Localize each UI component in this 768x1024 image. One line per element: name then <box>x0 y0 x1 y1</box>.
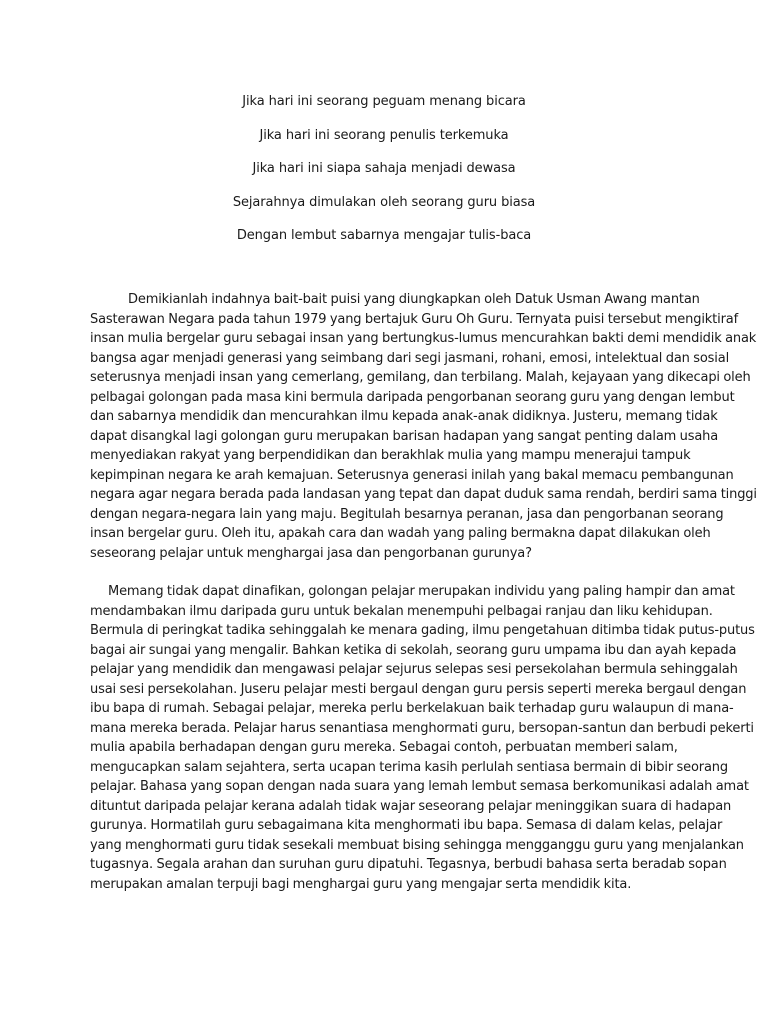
poem-line: Sejarahnya dimulakan oleh seorang guru biasa <box>232 194 536 210</box>
paragraph-line: seterusnya menjadi insan yang cemerlang, gemilang, dan terbilang. Malah, kejayaan yang dikecapi oleh <box>90 370 751 385</box>
paragraph-line: pelajar yang mendidik dan mengawasi pelajar sejurus selepas sesi persekolahan bermula sehinggalah <box>90 662 738 677</box>
paragraph-line: mulia apabila berhadapan dengan guru mereka. Sebagai contoh, perbuatan memberi salam, <box>90 740 678 755</box>
poem-line: Jika hari ini siapa sahaja menjadi dewasa <box>252 161 516 176</box>
paragraph-line: gurunya. Hormatilah guru sebagaimana kita menghormati ibu bapa. Semasa di dalam kelas, pelajar <box>90 818 723 833</box>
paragraph-line: Sasterawan Negara pada tahun 1979 yang bertajuk Guru Oh Guru. Ternyata puisi tersebut mengiktiraf <box>90 311 739 327</box>
paragraph-line: seseorang pelajar untuk menghargai jasa dan pengorbanan gurunya? <box>90 545 532 561</box>
paragraph-line: mana mereka berada. Pelajar harus senantiasa menghormati guru, bersopan-santun dan berbudi pekerti <box>90 720 754 736</box>
paragraph-line: bangsa agar menjadi generasi yang seimbang dari segi jasmani, rohani, emosi, intelektual dan sosial <box>90 350 730 366</box>
paragraph-line: Bermula di peringkat tadika sehinggalah ke menara gading, ilmu pengetahuan ditimba tidak putus-putus <box>90 623 755 638</box>
paragraph-line: dan sabarnya mendidik dan mencurahkan ilmu kepada anak-anak didiknya. Justeru, memang tidak <box>90 409 718 424</box>
poem-block <box>0 93 768 261</box>
paragraph-line: mengucapkan salam sejahtera, serta ucapan terima kasih perlulah sentiasa bermain di bibir seorang <box>90 759 728 775</box>
paragraph-line: pelajar. Bahasa yang sopan dengan nada suara yang lemah lembut semasa berkomunikasi adalah amat <box>90 779 749 794</box>
paragraph-2 <box>90 582 755 894</box>
paragraph-line: merupakan amalan terpuji bagi menghargai guru yang mengajar serta mendidik kita. <box>90 876 632 892</box>
paragraph-line: tugasnya. Segala arahan dan suruhan guru dipatuhi. Tegasnya, berbudi bahasa serta beradab sopan <box>90 857 727 872</box>
paragraph-line: negara agar negara berada pada landasan yang tepat dan dapat duduk sama rendah, berdiri sama tinggi <box>90 487 757 502</box>
paragraph-line: kepimpinan negara ke arah kemajuan. Seterusnya generasi inilah yang bakal memacu pembangunan <box>90 467 734 483</box>
paragraph-line: pelbagai golongan pada masa kini bermula daripada pengorbanan seorang guru yang dengan lembut <box>90 389 735 405</box>
paragraph-line: ibu bapa di rumah. Sebagai pelajar, mereka perlu berkelakuan baik terhadap guru walaupun di mana- <box>90 701 734 716</box>
poem-line: Jika hari ini seorang penulis terkemuka <box>259 127 509 143</box>
paragraph-line: insan bergelar guru. Oleh itu, apakah cara dan wadah yang paling bermakna dapat dilakukan oleh <box>90 526 711 541</box>
paragraph-line: menyediakan rakyat yang berpendidikan dan berakhlak mulia yang mampu menerajui tampuk <box>90 448 691 463</box>
paragraph-line: mendambakan ilmu daripada guru untuk bekalan menempuhi pelbagai ranjau dan liku kehidupan. <box>90 603 713 619</box>
paragraph-line: Demikianlah indahnya bait-bait puisi yang diungkapkan oleh Datuk Usman Awang mantan <box>128 292 700 307</box>
paragraph-line: yang menghormati guru tidak sesekali membuat bising sehingga mengganggu guru yang menjalankan <box>90 837 744 853</box>
paragraph-line: Memang tidak dapat dinafikan, golongan pelajar merupakan individu yang paling hampir dan amat <box>108 584 735 599</box>
paragraph-line: dapat disangkal lagi golongan guru merupakan barisan hadapan yang sangat penting dalam usaha <box>90 428 719 444</box>
poem-line: Jika hari ini seorang peguam menang bicara <box>242 94 526 109</box>
paragraph-line: dituntut daripada pelajar kerana adalah tidak wajar seseorang pelajar meninggikan suara di hadapan <box>90 798 732 814</box>
paragraph-line: bagai air sungai yang mengalir. Bahkan ketika di sekolah, seorang guru umpama ibu dan ayah kepada <box>90 642 737 658</box>
paragraph-1 <box>90 290 757 563</box>
poem-line: Dengan lembut sabarnya mengajar tulis-baca <box>236 228 532 243</box>
paragraph-line: dengan negara-negara lain yang maju. Begitulah besarnya peranan, jasa dan pengorbanan seorang <box>90 506 724 522</box>
paragraph-line: insan mulia bergelar guru sebagai insan yang bertungkus-lumus mencurahkan bakti demi mendidik anak <box>90 331 757 346</box>
paragraph-line: usai sesi persekolahan. Juseru pelajar mesti bergaul dengan guru persis seperti mereka bergaul dengan <box>90 681 747 697</box>
